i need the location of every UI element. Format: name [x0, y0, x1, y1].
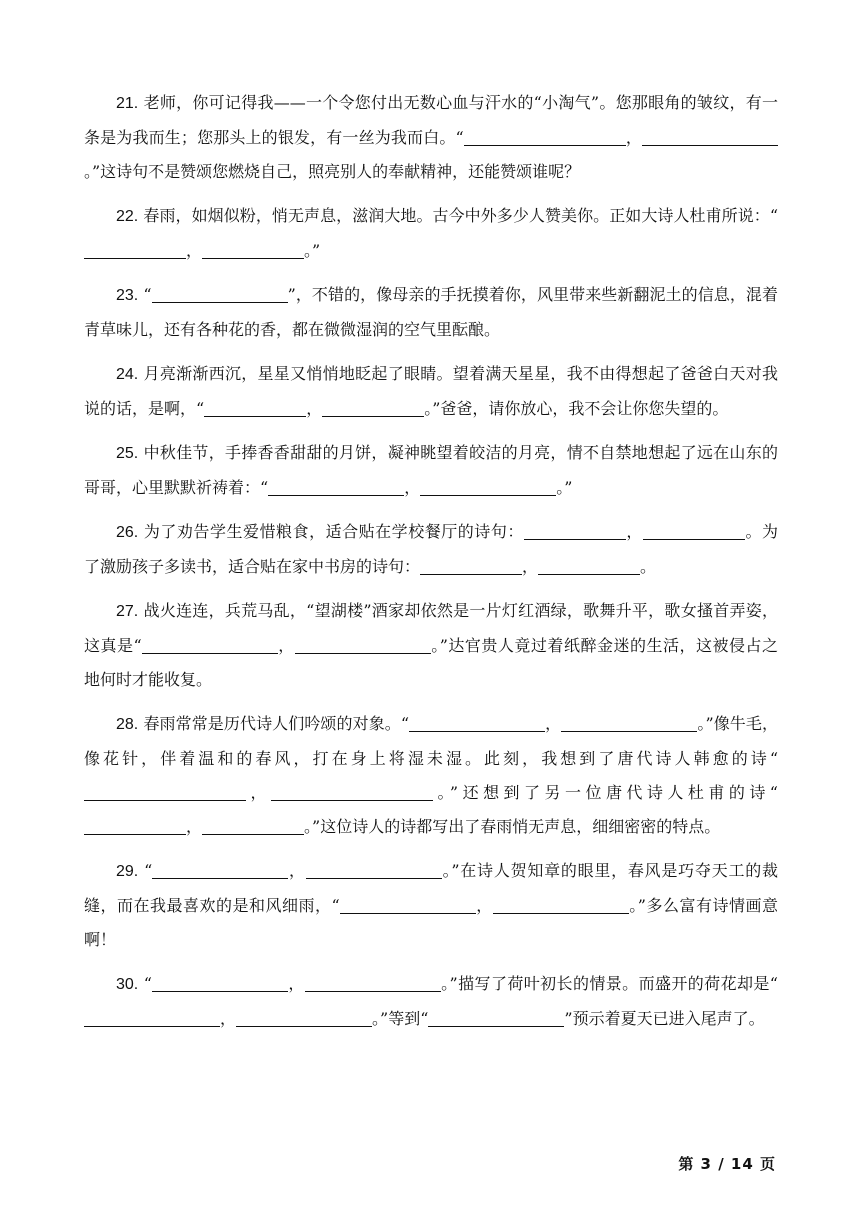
question-text: 春雨常常是历代诗人们吟颂的对象。“ — [143, 714, 410, 733]
question-text: “ — [143, 974, 152, 993]
question-number: 26. — [116, 524, 139, 541]
question-text: 。”像牛毛，像花针，伴着温和的春风，打在身上将湿未湿。此刻，我想到了唐代诗人韩愈的诗“ — [84, 714, 778, 768]
answer-blank[interactable] — [236, 1008, 372, 1027]
question-25 — [84, 436, 778, 505]
question-21 — [84, 86, 778, 189]
answer-blank[interactable] — [420, 556, 522, 575]
question-text: ， — [186, 241, 203, 260]
question-text: 春雨，如烟似粉，悄无声息，滋润大地。古今中外多少人赞美你。正如大诗人杜甫所说：“ — [143, 206, 778, 225]
question-text: ， — [545, 714, 562, 733]
question-number: 25. — [116, 445, 139, 462]
question-text: “ — [143, 285, 152, 304]
question-text: 。 — [640, 557, 657, 576]
question-text: 。”在诗人贺知章的眼里，春风是巧夺天工的裁缝，而在我最喜欢的是和风细雨，“ — [84, 861, 778, 915]
question-text: ， — [522, 557, 539, 576]
question-list — [84, 86, 778, 1046]
answer-blank[interactable] — [643, 521, 745, 540]
answer-blank[interactable] — [84, 240, 186, 259]
question-text: ， — [404, 478, 421, 497]
question-number: 24. — [116, 366, 139, 383]
question-text: 。”等到“ — [372, 1009, 429, 1028]
answer-blank[interactable] — [493, 895, 629, 914]
answer-blank[interactable] — [152, 973, 288, 992]
question-text: 为了劝告学生爱惜粮食，适合贴在学校餐厅的诗句： — [143, 522, 524, 541]
question-23 — [84, 278, 778, 347]
question-text: 。”描写了荷叶初长的情景。而盛开的荷花却是“ — [440, 974, 778, 993]
answer-blank[interactable] — [202, 240, 304, 259]
question-text: ， — [475, 896, 493, 915]
question-text: 月亮渐渐西沉，星星又悄悄地眨起了眼睛。望着满天星星，我不由得想起了爸爸白天对我说的话，是啊，“ — [84, 364, 778, 418]
question-number: 28. — [116, 716, 139, 733]
question-text: ， — [625, 128, 642, 147]
question-27 — [84, 594, 778, 697]
page-number: 第 3 / 14 页 — [678, 1155, 776, 1173]
question-text: 。”还想到了另一位唐代诗人杜甫的诗“ — [432, 783, 778, 802]
answer-blank[interactable] — [142, 635, 278, 654]
answer-blank[interactable] — [428, 1008, 564, 1027]
question-text: 。”爸爸，请你放心，我不会让你您失望的。 — [424, 399, 729, 418]
answer-blank[interactable] — [409, 713, 545, 732]
answer-blank[interactable] — [268, 477, 404, 496]
answer-blank[interactable] — [152, 860, 288, 879]
question-22 — [84, 199, 778, 268]
question-text: ， — [288, 861, 306, 880]
question-29 — [84, 854, 778, 957]
question-text: 。为了激励孩子多读书，适合贴在家中书房的诗句： — [84, 522, 778, 576]
question-text: ， — [625, 522, 643, 541]
answer-blank[interactable] — [84, 1008, 220, 1027]
answer-blank[interactable] — [204, 398, 306, 417]
answer-blank[interactable] — [538, 556, 640, 575]
question-text: 。”达官贵人竟过着纸醉金迷的生活，这被侵占之地何时才能收复。 — [84, 636, 778, 689]
question-text: “ — [144, 861, 153, 880]
answer-blank[interactable] — [271, 782, 433, 801]
question-text: 。”多么富有诗情画意啊！ — [84, 896, 778, 949]
answer-blank[interactable] — [152, 284, 288, 303]
question-text: ”，不错的，像母亲的手抚摸着你，风里带来些新翻泥土的信息，混着青草味儿，还有各种花的香，都在微微湿润的空气里酝酿。 — [84, 285, 778, 339]
answer-blank[interactable] — [306, 860, 442, 879]
question-text: 中秋佳节，手捧香香甜甜的月饼，凝神眺望着皎洁的月亮，情不自禁地想起了远在山东的哥哥，心里默默祈祷着：“ — [84, 443, 778, 497]
question-number: 23. — [116, 287, 139, 304]
answer-blank[interactable] — [524, 521, 626, 540]
answer-blank[interactable] — [305, 973, 441, 992]
question-text: 。”这诗句不是赞颂您燃烧自己，照亮别人的奉献精神，还能赞颂谁呢？ — [84, 162, 581, 181]
question-text: 老师，你可记得我——一个令您付出无数心血与汗水的“小淘气”。您那眼角的皱纹，有一条是为我而生；您那头上的银发，有一丝为我而白。“ — [84, 93, 778, 147]
question-text: 。” — [556, 478, 573, 497]
question-text: ， — [186, 817, 203, 836]
answer-blank[interactable] — [84, 782, 246, 801]
question-number: 30. — [116, 976, 139, 993]
question-text: ， — [287, 974, 305, 993]
answer-blank[interactable] — [340, 895, 476, 914]
answer-blank[interactable] — [322, 398, 424, 417]
question-text: ， — [220, 1009, 237, 1028]
question-28 — [84, 707, 778, 844]
question-text: 。”这位诗人的诗都写出了春雨悄无声息，细细密密的特点。 — [304, 817, 721, 836]
answer-blank[interactable] — [202, 816, 304, 835]
question-text: ”预示着夏天已进入尾声了。 — [564, 1009, 765, 1028]
answer-blank[interactable] — [561, 713, 697, 732]
question-text: 。” — [304, 241, 321, 260]
answer-blank[interactable] — [642, 127, 778, 146]
question-number: 29. — [116, 863, 139, 880]
question-number: 27. — [116, 603, 139, 620]
answer-blank[interactable] — [295, 635, 431, 654]
question-text: ， — [277, 636, 295, 655]
question-number: 22. — [116, 208, 139, 225]
answer-blank[interactable] — [420, 477, 556, 496]
answer-blank[interactable] — [84, 816, 186, 835]
question-24 — [84, 357, 778, 426]
question-number: 21. — [116, 95, 139, 112]
question-text: 战火连连，兵荒马乱，“望湖楼”酒家却依然是一片灯红酒绿，歌舞升平，歌女搔首弄姿，这真是“ — [84, 601, 778, 655]
question-30 — [84, 967, 778, 1036]
question-text: ， — [246, 783, 271, 802]
question-26 — [84, 515, 778, 584]
question-text: ， — [306, 399, 323, 418]
answer-blank[interactable] — [464, 127, 626, 146]
